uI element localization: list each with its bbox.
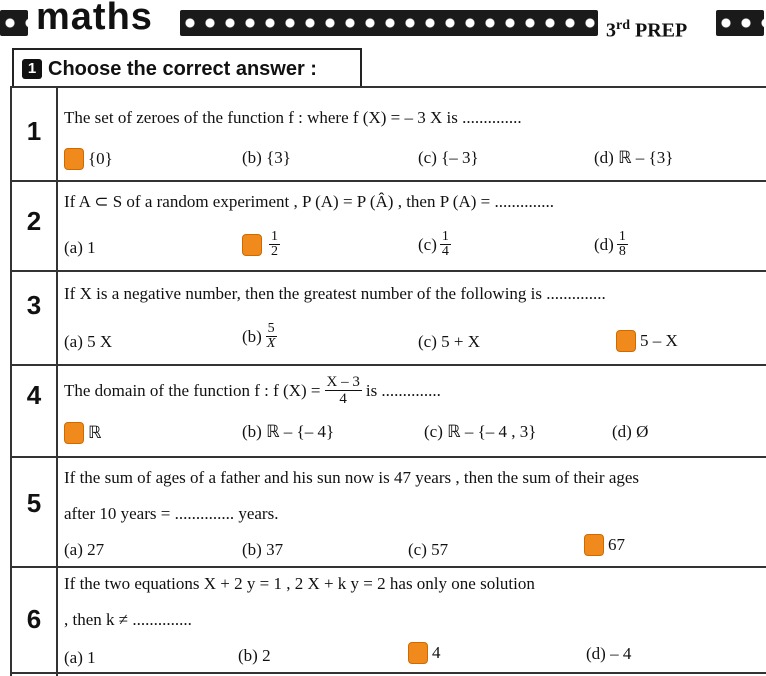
option-c[interactable]: (c) $\frac{1}{4}$ [418, 229, 449, 259]
option-b[interactable]: (b) 2 [238, 646, 271, 665]
option-d[interactable]: (d) ℝ – {3} [594, 148, 674, 167]
option-b[interactable]: (b) 37 [242, 540, 284, 559]
question-text-continued: , then k ≠ .............. [64, 610, 192, 629]
table-border [10, 86, 766, 88]
row-divider [10, 180, 766, 182]
row-divider [10, 456, 766, 458]
answer-marker-icon [64, 422, 84, 444]
question-text: If A ⊂ S of a random experiment , P (A) = P (Â) , then P (A) = .............. [64, 192, 554, 211]
question-number: 5 [26, 488, 42, 518]
option-c[interactable]: 4 [408, 642, 441, 664]
table-border [10, 86, 12, 676]
answer-marker-icon [408, 642, 428, 664]
decorative-border-icon [716, 10, 764, 36]
option-a[interactable]: (a) 1 [64, 648, 96, 667]
option-d[interactable]: 67 [584, 534, 625, 556]
row-divider [10, 270, 766, 272]
option-b[interactable]: (b) {3} [242, 148, 291, 167]
row-divider [10, 672, 766, 674]
section-heading [12, 48, 362, 88]
option-b[interactable]: (b) ℝ – {– 4} [242, 422, 335, 441]
answer-marker-icon [616, 330, 636, 352]
option-b[interactable]: (b) $\frac{5}{X}$ [242, 321, 276, 351]
fraction: $\frac{1}{2}$ [271, 229, 278, 259]
option-a[interactable]: (a) 1 [64, 238, 96, 257]
option-b[interactable] [242, 230, 280, 259]
fraction: $\frac{1}{8}$ [618, 229, 626, 259]
fraction: $\frac{X - 3}{4}$ [326, 374, 360, 407]
header-banner [0, 2, 766, 46]
row-divider [10, 364, 766, 366]
question-text-continued: after 10 years = .............. years. [64, 504, 279, 523]
decorative-border-icon [0, 10, 28, 36]
option-d[interactable]: (d) – 4 [586, 644, 632, 663]
fraction: $\frac{1}{4}$ [441, 229, 449, 259]
option-d[interactable]: (d) $\frac{1}{8}$ [594, 229, 626, 259]
option-c[interactable]: (c) {– 3} [418, 148, 479, 167]
question-text: The domain of the function f : f (X) = $\frac{X - 3}{4}$ is .............. [64, 374, 441, 407]
option-c[interactable]: (c) ℝ – {– 4 , 3} [424, 422, 537, 441]
question-number: 3 [26, 290, 42, 320]
question-text: If the sum of ages of a father and his sun now is 47 years , then the sum of their ages [64, 468, 640, 487]
answer-marker-icon [242, 234, 262, 256]
section-number: 1 [22, 59, 42, 79]
fraction: $\frac{5}{X}$ [266, 321, 276, 351]
option-d[interactable]: 5 – X [616, 330, 678, 352]
option-d[interactable]: (d) Ø [612, 422, 649, 441]
subject-title: maths [36, 0, 153, 38]
question-number: 6 [26, 604, 42, 634]
question-text: If X is a negative number, then the greatest number of the following is .............. [64, 284, 606, 303]
question-number: 4 [26, 380, 42, 410]
row-divider [10, 566, 766, 568]
question-text: The set of zeroes of the function f : where f (X) = – 3 X is .............. [64, 108, 522, 127]
answer-marker-icon [584, 534, 604, 556]
section-title: Choose the correct answer : [48, 57, 317, 80]
grade-label: 3rd PREP [606, 18, 688, 42]
option-a[interactable]: {0} [64, 148, 113, 170]
decorative-border-icon [180, 10, 598, 36]
question-number: 1 [26, 116, 42, 146]
question-number: 2 [26, 206, 42, 236]
column-divider [56, 86, 58, 676]
option-a[interactable]: (a) 27 [64, 540, 105, 559]
option-c[interactable]: (c) 57 [408, 540, 449, 559]
option-a[interactable]: ℝ [64, 422, 101, 444]
option-a[interactable]: (a) 5 X [64, 332, 113, 351]
option-c[interactable]: (c) 5 + X [418, 332, 480, 351]
answer-marker-icon [64, 148, 84, 170]
question-text: If the two equations X + 2 y = 1 , 2 X + k y = 2 has only one solution [64, 574, 535, 593]
